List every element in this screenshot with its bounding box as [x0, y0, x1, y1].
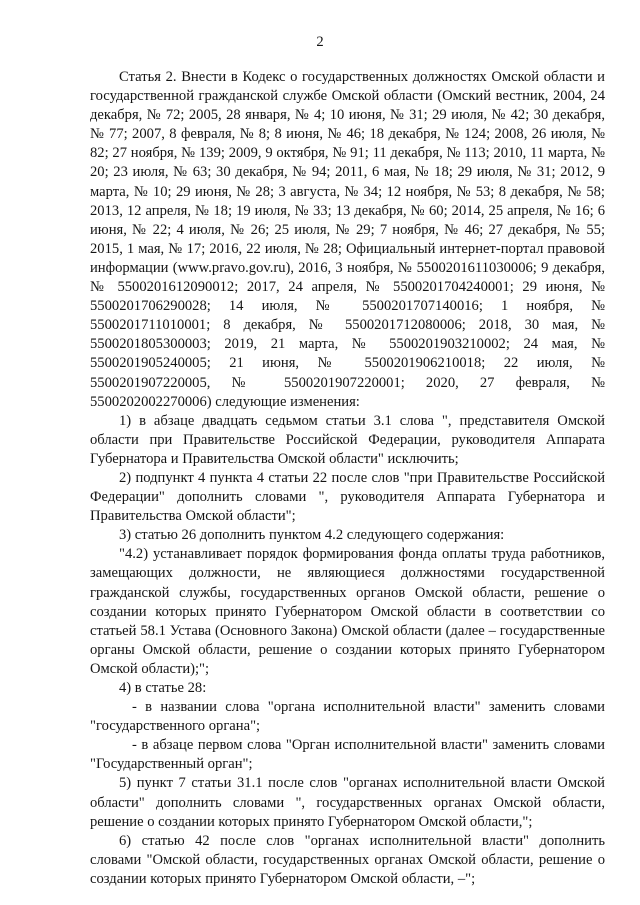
article-2-paragraph: Статья 2. Внести в Кодекс о государственных должностях Омской области и государственной гражданской службе Омской области (Омский вестник, 2004, 24 декабря, № 72; 2005, 28 января, № 4; 10 июня, № 31; 29 июля, № 42; 30 декабря, № 77; 2007, 8 февраля, № 8; 8 июня, № 46; 18 декабря, № 124; 2008, 26 июля, № 82; 27 ноября, № 139; 2009, 9 октября, № 91; 11 декабря, № 113; 2010, 11 марта, № 20; 23 июля, № 63; 30 декабря, № 94; 2011, 6 мая, № 18; 29 июля, № 31; 2012, 9 марта, № 10; 29 июня, № 28; 3 августа, № 34; 12 ноября, № 53; 8 декабря, № 58; 2013, 12 апреля, № 18; 19 июля, № 33; 13 декабря, № 60; 2014, 25 апреля, № 16; 6 июня, № 22; 4 июля, № 26; 25 июля, № 29; 7 ноября, № 46; 27 декабря, № 55; 2015, 1 мая, № 17; 2016, 22 июля, № 28; Официальный интернет-портал правовой информации (www.pravo.gov.ru), 2016, 3 ноября, № 5500201611030006; 9 декабря, № 5500201612090012; 2017, 24 апреля, № 5500201704240001; 29 июня, № 5500201706290028; 14 июля, № 5500201707140016; 1 ноября, № 5500201711010001; 8 декабря, № 5500201712080006; 2018, 30 мая, № 5500201805300003; 2019, 21 марта, № 5500201903210002; 24 мая, № 5500201905240005; 21 июня, № 5500201906210018; 22 июля, № 5500201907220005, № 5500201907220001; 2020, 27 февраля, № 5500202002270006) следующие изменения: — [90, 69, 605, 410]
amendment-item-6: 6) статью 42 после слов "органах исполнительной власти" дополнить словами "Омской области, государственных органах Омской области, решение о создании которых принято Губернатором Омской области, –"; — [90, 832, 605, 887]
amendment-subitem-first-paragraph: - в абзаце первом слова "Орган исполнительной власти" заменить словами "Государственный орган"; — [90, 737, 605, 773]
amendment-item-5: 5) пункт 7 статьи 31.1 после слов "органах исполнительной власти Омской области" дополнить словами ", государственных органах Омской области, решение о создании которых принято Губернатором Омской области,"; — [90, 775, 605, 830]
quoted-clause-4-2: "4.2) устанавливает порядок формирования фонда оплаты труда работников, замещающих должности, не являющиеся должностями государственной гражданской службы, государственных органов Омской области, решение о создании которых принято Губернатором Омской области в соответствии со статьей 58.1 Устава (Основного Закона) Омской области (далее – государственные органы Омской области, решение о создании которых принято Губернатором Омской области);"; — [90, 546, 605, 677]
page-number: 2 — [316, 34, 324, 50]
amendment-item-1: 1) в абзаце двадцать седьмом статьи 3.1 слова ", представителя Омской области при Правительстве Российской Федерации, руководителя Аппарата Губернатора и Правительства Омской области" исключить; — [90, 412, 605, 467]
amendment-item-4: 4) в статье 28: — [119, 680, 207, 696]
amendment-subitem-title: - в названии слова "органа исполнительной власти" заменить словами "государственного органа"; — [90, 699, 605, 735]
amendment-item-2: 2) подпункт 4 пункта 4 статьи 22 после слов "при Правительстве Российской Федерации" дополнить словами ", руководителя Аппарата Губернатора и Правительства Омской области"; — [90, 469, 605, 525]
amendment-item-3: 3) статью 26 дополнить пунктом 4.2 следующего содержания: — [119, 527, 505, 544]
document-body — [90, 68, 605, 889]
